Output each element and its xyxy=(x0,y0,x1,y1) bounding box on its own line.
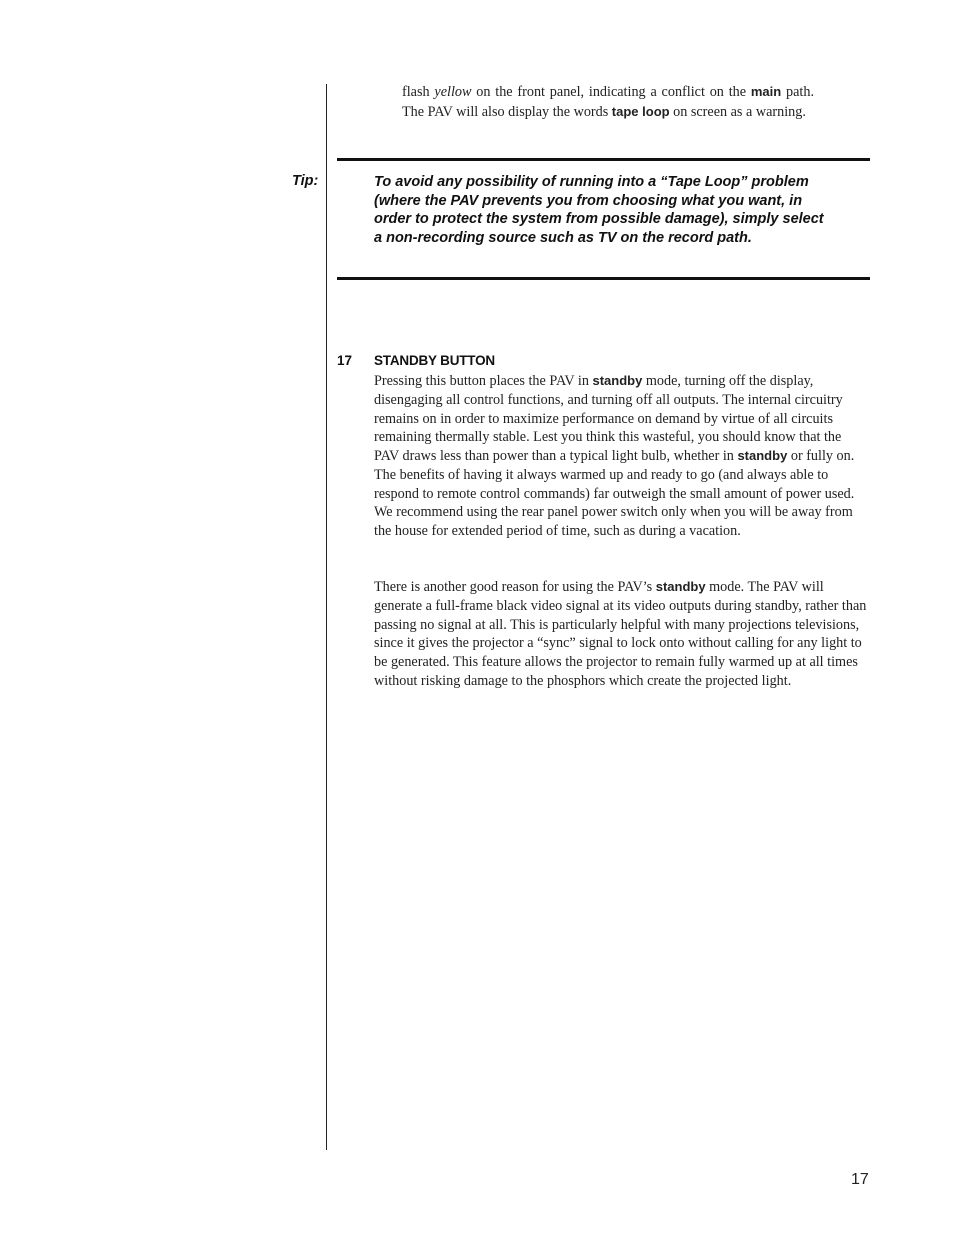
text: on screen as a warning. xyxy=(669,104,806,121)
standby-paragraph-1 xyxy=(374,372,868,541)
text: mode. The PAV will generate a full-frame black video signal at its video outputs during standby, rather than passing no signal at all. This is particularly helpful with many projections televisions, since it gives the projector a “sync” signal to lock onto without calling for any light to be generated. This feature allows the projector to remain fully warmed up at all times without risking damage to the phosphors which create the projected light. xyxy=(374,579,867,689)
text: flash xyxy=(402,84,435,100)
tip-bottom-rule xyxy=(337,277,870,280)
text: path. The PAV will also display the words xyxy=(402,84,814,121)
main-term: main xyxy=(750,84,782,99)
text: There is another good reason for using the PAV’s xyxy=(374,579,656,595)
standby-term: standby xyxy=(655,579,706,594)
text: Pressing this button places the PAV in xyxy=(374,373,593,389)
section-number: 17 xyxy=(337,353,353,368)
tip-text: To avoid any possibility of running into a “Tape Loop” problem (where the PAV prevents you from choosing what you want, in order to protect the system from possible damage), simply select a non-recording source such as TV on the record path. xyxy=(374,174,824,246)
standby-term: standby xyxy=(592,373,643,388)
standby-term: standby xyxy=(737,448,788,463)
text: or fully on. The benefits of having it always warmed up and ready to go (and always able to respond to remote control commands) far outweigh the small amount of power used. We recommend using the rear panel power switch only when you will be away from the house for extended period of time, such as during a vacation. xyxy=(374,448,855,539)
standby-paragraph-2 xyxy=(374,578,868,691)
tape-loop-term: tape loop xyxy=(611,104,670,120)
tip-top-rule xyxy=(337,158,870,161)
continuation-paragraph xyxy=(402,82,814,123)
text: mode, turning off the display, disengaging all control functions, and turning off all outputs. The internal circuitry remains on in order to maximize performance on demand by virtue of all circuits remaining thermally stable. Lest you think this wasteful, you should know that the PAV draws less than power than a typical light bulb, whether in xyxy=(374,373,843,464)
margin-rule xyxy=(326,84,327,1150)
yellow-term: yellow xyxy=(434,84,472,100)
tip-label: Tip: xyxy=(292,173,319,189)
page-number: 17 xyxy=(851,1171,869,1188)
text: on the front panel, indicating a conflict on the xyxy=(471,84,751,100)
section-title: STANDBY BUTTON xyxy=(374,353,495,368)
